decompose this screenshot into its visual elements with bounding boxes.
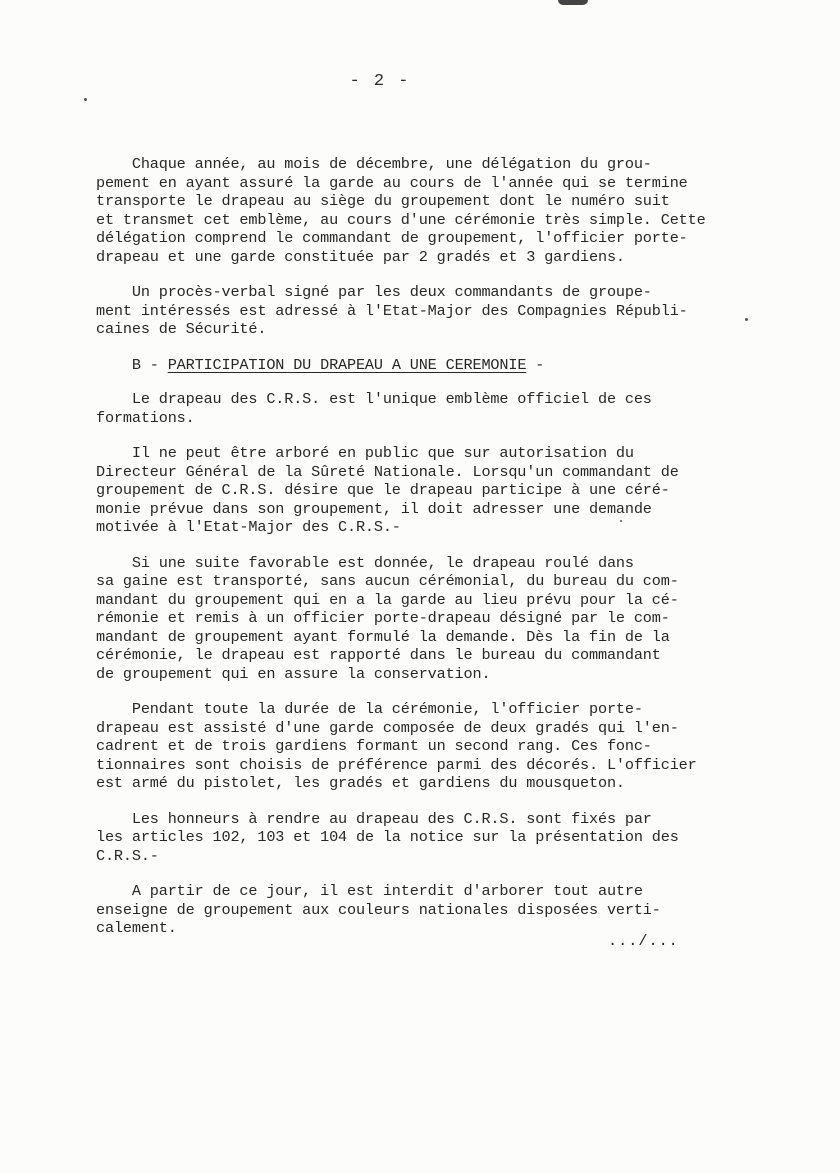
paragraph	[96, 554, 766, 684]
paragraph	[96, 155, 766, 266]
text-line: calement.	[96, 919, 177, 937]
text-line: C.R.S.-	[96, 846, 159, 865]
text-line: caines de Sécurité.	[96, 320, 267, 338]
section-heading	[96, 356, 766, 375]
scan-mark	[558, 0, 588, 5]
text-line: Il ne peut être arboré en public que sur autorisation du	[96, 444, 634, 462]
text-line: mandant du groupement qui en a la garde au lieu prévu pour la cé-	[96, 590, 679, 609]
paragraph	[96, 283, 766, 339]
text-line: motivée à l'Etat-Major des C.R.S.-	[96, 518, 401, 536]
paragraph	[96, 390, 766, 427]
scan-speck	[84, 98, 87, 101]
text-line: A partir de ce jour, il est interdit d'arborer tout autre	[96, 882, 643, 900]
text-line: tionnaires sont choisis de préférence parmi des décorés. L'officier	[96, 755, 697, 774]
text-line: ment intéressés est adressé à l'Etat-Major des Compagnies Républi-	[96, 301, 688, 320]
text-line: est armé du pistolet, les gradés et gardiens du mousqueton.	[96, 774, 625, 792]
text-line: mandant de groupement ayant formulé la demande. Dès la fin de la	[96, 627, 670, 646]
text-line: cérémonie, le drapeau est rapporté dans le bureau du commandant	[96, 646, 661, 664]
text-line: Le drapeau des C.R.S. est l'unique emblème officiel de ces	[96, 390, 652, 408]
text-line: formations.	[96, 408, 195, 427]
text-line: Un procès-verbal signé par les deux commandants de groupe-	[96, 283, 652, 301]
document-body	[96, 155, 766, 955]
paragraph	[96, 444, 766, 537]
section-heading-title: PARTICIPATION DU DRAPEAU A UNE CEREMONIE	[167, 355, 527, 374]
paragraphs-after-heading	[96, 390, 766, 938]
text-line: transporte le drapeau au siège du groupement dont le numéro suit	[96, 192, 670, 210]
section-heading-prefix: B -	[96, 355, 168, 374]
continuation-mark: .../...	[608, 932, 679, 950]
text-line: groupement de C.R.S. désire que le drapeau participe à une céré-	[96, 481, 670, 499]
text-line: drapeau est assisté d'une garde composée de deux gradés qui l'en-	[96, 718, 679, 737]
paragraphs-before-heading	[96, 155, 766, 339]
text-line: délégation comprend le commandant de groupement, l'officier porte-	[96, 229, 688, 247]
text-line: sa gaine est transporté, sans aucun cérémonial, du bureau du com-	[96, 572, 679, 590]
text-line: rémonie et remis à un officier porte-drapeau désigné par le com-	[96, 609, 670, 627]
page-number: - 2 -	[349, 72, 411, 91]
text-line: Chaque année, au mois de décembre, une délégation du grou-	[96, 155, 652, 173]
paragraph	[96, 810, 766, 866]
paragraph	[96, 700, 766, 793]
text-line: cadrent et de trois gardiens formant un second rang. Ces fonc-	[96, 737, 652, 755]
text-line: monie prévue dans son groupement, il doit adresser une demande	[96, 499, 652, 518]
text-line: drapeau et une garde constituée par 2 gradés et 3 gardiens.	[96, 247, 625, 266]
text-line: et transmet cet emblème, au cours d'une cérémonie très simple. Cette	[96, 210, 706, 229]
section-heading-suffix: -	[526, 355, 545, 374]
text-line: Si une suite favorable est donnée, le drapeau roulé dans	[96, 553, 634, 572]
text-line: les articles 102, 103 et 104 de la notice sur la présentation des	[96, 828, 679, 846]
text-line: Pendant toute la durée de la cérémonie, l'officier porte-	[96, 700, 643, 718]
text-line: Directeur Général de la Sûreté Nationale. Lorsqu'un commandant de	[96, 462, 679, 481]
text-line: de groupement qui en assure la conservation.	[96, 664, 491, 683]
text-line: enseigne de groupement aux couleurs nationales disposées verti-	[96, 900, 661, 919]
paragraph	[96, 882, 766, 938]
text-line: Les honneurs à rendre au drapeau des C.R.S. sont fixés par	[96, 809, 652, 828]
text-line: pement en ayant assuré la garde au cours de l'année qui se termine	[96, 173, 688, 192]
